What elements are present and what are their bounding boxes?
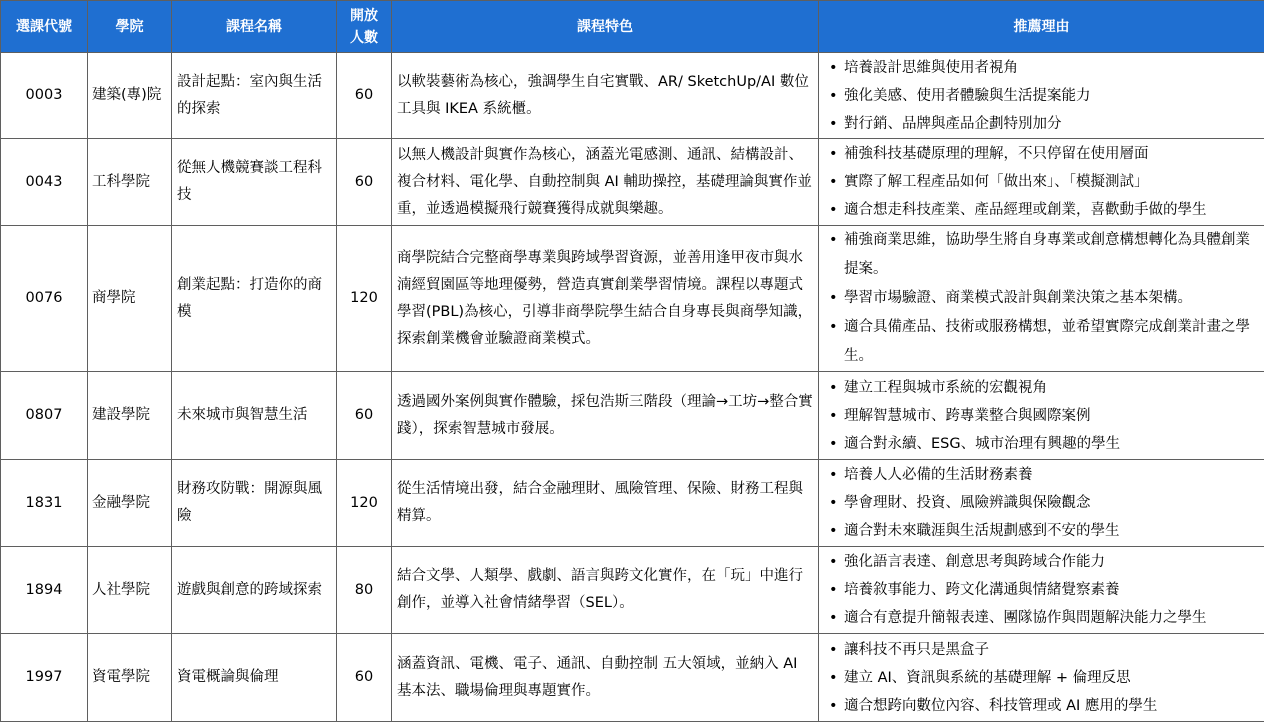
reason-list xyxy=(824,226,1259,371)
reason-text: 強化美感、使用者體驗與生活提案能力 xyxy=(844,87,1091,104)
reason-text: 適合想走科技產業、產品經理或創業，喜歡動手做的學生 xyxy=(844,202,1207,218)
reason-text: 適合具備產品、技術或服務構想，並希望實際完成創業計畫之學生。 xyxy=(844,319,1250,364)
reason-text: 建立工程與城市系統的宏觀視角 xyxy=(844,379,1047,396)
reason-text: 補強科技基礎原理的理解，不只停留在使用層面 xyxy=(844,146,1149,162)
reason-item xyxy=(824,461,1259,489)
bullet-icon: • xyxy=(829,697,838,714)
table-row xyxy=(1,53,1264,139)
reason-item xyxy=(824,517,1259,545)
capacity: 80 xyxy=(337,547,392,634)
header-college: 學院 xyxy=(88,1,172,53)
header-capacity-line2: 人數 xyxy=(350,29,378,46)
bullet-icon: • xyxy=(829,641,838,658)
course-code: 0076 xyxy=(1,226,88,372)
bullet-icon: • xyxy=(829,435,838,452)
reason-item xyxy=(824,226,1259,284)
reason-text: 適合有意提升簡報表達、團隊協作與問題解決能力之學生 xyxy=(844,610,1207,626)
reason-item xyxy=(824,430,1259,458)
reason-item xyxy=(824,604,1259,632)
bullet-icon: • xyxy=(829,59,838,76)
reason-text: 實際了解工程產品如何「做出來」、「模擬測試」 xyxy=(844,174,1149,190)
capacity: 60 xyxy=(337,634,392,722)
bullet-icon: • xyxy=(829,87,838,104)
bullet-icon: • xyxy=(829,115,838,132)
table-row xyxy=(1,139,1264,226)
reason-text: 適合對未來職涯與生活規劃感到不安的學生 xyxy=(844,523,1120,539)
reason-item xyxy=(824,168,1259,196)
reason-item xyxy=(824,692,1259,720)
course-name: 財務攻防戰：開源與風險 xyxy=(172,460,337,547)
course-code: 0003 xyxy=(1,53,88,139)
table-row xyxy=(1,547,1264,634)
college-name: 資電學院 xyxy=(88,634,172,722)
header-course-name: 課程名稱 xyxy=(172,1,337,53)
bullet-icon: • xyxy=(829,232,838,248)
bullet-icon: • xyxy=(829,554,838,570)
bullet-icon: • xyxy=(829,582,838,598)
bullet-icon: • xyxy=(829,146,838,162)
course-features: 從生活情境出發，結合金融理財、風險管理、保險、財務工程與精算。 xyxy=(392,460,819,547)
course-name: 未來城市與智慧生活 xyxy=(172,372,337,460)
reason-list xyxy=(824,54,1259,138)
course-features: 以軟裝藝術為核心，強調學生自宅實戰、AR/ SketchUp/AI 數位工具與 IKEA 系統櫃。 xyxy=(392,53,819,139)
bullet-icon: • xyxy=(829,610,838,626)
capacity: 120 xyxy=(337,226,392,372)
bullet-icon: • xyxy=(829,523,838,539)
header-reasons: 推薦理由 xyxy=(819,1,1264,53)
course-code: 1894 xyxy=(1,547,88,634)
reason-text: 學會理財、投資、風險辨識與保險觀念 xyxy=(844,495,1091,511)
reason-list xyxy=(824,374,1259,458)
recommend-reasons xyxy=(819,634,1264,722)
table-row xyxy=(1,634,1264,722)
bullet-icon: • xyxy=(829,174,838,190)
recommend-reasons xyxy=(819,53,1264,139)
reason-text: 培養設計思維與使用者視角 xyxy=(844,59,1018,76)
header-capacity-line1: 開放 xyxy=(350,7,378,24)
bullet-icon: • xyxy=(829,495,838,511)
table-row xyxy=(1,372,1264,460)
reason-item xyxy=(824,402,1259,430)
course-features: 透過國外案例與實作體驗，採包浩斯三階段（理論→工坊→整合實踐），探索智慧城市發展。 xyxy=(392,372,819,460)
course-name: 資電概論與倫理 xyxy=(172,634,337,722)
course-features: 結合文學、人類學、戲劇、語言與跨文化實作，在「玩」中進行創作，並導入社會情緒學習（SEL）。 xyxy=(392,547,819,634)
course-code: 1831 xyxy=(1,460,88,547)
header-capacity xyxy=(337,1,392,53)
recommend-reasons xyxy=(819,226,1264,372)
reason-item xyxy=(824,54,1259,82)
reason-text: 培養敘事能力、跨文化溝通與情緒覺察素養 xyxy=(844,582,1120,598)
reason-item xyxy=(824,196,1259,224)
reason-item xyxy=(824,636,1259,664)
header-code: 選課代號 xyxy=(1,1,88,53)
reason-text: 適合想跨向數位內容、科技管理或 AI 應用的學生 xyxy=(844,697,1158,714)
course-name: 遊戲與創意的跨域探索 xyxy=(172,547,337,634)
reason-list xyxy=(824,140,1259,224)
reason-item xyxy=(824,110,1259,138)
reason-text: 適合對永續、ESG、城市治理有興趣的學生 xyxy=(844,435,1121,452)
reason-item xyxy=(824,576,1259,604)
college-name: 建設學院 xyxy=(88,372,172,460)
course-features: 商學院結合完整商學專業與跨域學習資源，並善用逢甲夜市與水湳經貿園區等地理優勢，營造真實創業學習情境。課程以專題式學習(PBL)為核心，引導非商學院學生結合自身專長與商學知識，探索創業機會並驗證商業模式。 xyxy=(392,226,819,372)
reason-text: 讓科技不再只是黑盒子 xyxy=(844,641,989,658)
course-features: 以無人機設計與實作為核心，涵蓋光電感測、通訊、結構設計、複合材料、電化學、自動控制與 AI 輔助操控，基礎理論與實作並重，並透過模擬飛行競賽獲得成就與樂趣。 xyxy=(392,139,819,226)
reason-text: 建立 AI、資訊與系統的基礎理解 + 倫理反思 xyxy=(844,669,1131,686)
reason-item xyxy=(824,374,1259,402)
recommend-reasons xyxy=(819,460,1264,547)
course-code: 1997 xyxy=(1,634,88,722)
college-name: 商學院 xyxy=(88,226,172,372)
reason-text: 培養人人必備的生活財務素養 xyxy=(844,467,1033,483)
reason-text: 補強商業思維，協助學生將自身專業或創意構想轉化為具體創業提案。 xyxy=(844,232,1250,277)
course-name: 從無人機競賽談工程科技 xyxy=(172,139,337,226)
capacity: 60 xyxy=(337,53,392,139)
reason-text: 對行銷、品牌與產品企劃特別加分 xyxy=(844,115,1062,132)
recommend-reasons xyxy=(819,139,1264,226)
reason-list xyxy=(824,548,1259,632)
college-name: 人社學院 xyxy=(88,547,172,634)
reason-item xyxy=(824,284,1259,313)
reason-item xyxy=(824,140,1259,168)
capacity: 60 xyxy=(337,372,392,460)
course-code: 0043 xyxy=(1,139,88,226)
reason-item xyxy=(824,313,1259,371)
header-row xyxy=(1,1,1264,53)
bullet-icon: • xyxy=(829,669,838,686)
reason-list xyxy=(824,636,1259,720)
bullet-icon: • xyxy=(829,379,838,396)
bullet-icon: • xyxy=(829,290,838,306)
capacity: 60 xyxy=(337,139,392,226)
capacity: 120 xyxy=(337,460,392,547)
course-name: 創業起點：打造你的商模 xyxy=(172,226,337,372)
college-name: 金融學院 xyxy=(88,460,172,547)
course-name: 設計起點：室內與生活的探索 xyxy=(172,53,337,139)
bullet-icon: • xyxy=(829,202,838,218)
reason-item xyxy=(824,664,1259,692)
bullet-icon: • xyxy=(829,407,838,424)
recommend-reasons xyxy=(819,372,1264,460)
college-name: 工科學院 xyxy=(88,139,172,226)
header-features: 課程特色 xyxy=(392,1,819,53)
college-name: 建築(專)院 xyxy=(88,53,172,139)
reason-item xyxy=(824,82,1259,110)
course-code: 0807 xyxy=(1,372,88,460)
table-row xyxy=(1,226,1264,372)
bullet-icon: • xyxy=(829,319,838,335)
reason-text: 理解智慧城市、跨專業整合與國際案例 xyxy=(844,407,1091,424)
reason-item xyxy=(824,548,1259,576)
reason-text: 強化語言表達、創意思考與跨域合作能力 xyxy=(844,554,1105,570)
reason-item xyxy=(824,489,1259,517)
reason-text: 學習市場驗證、商業模式設計與創業決策之基本架構。 xyxy=(844,290,1192,306)
reason-list xyxy=(824,461,1259,545)
recommend-reasons xyxy=(819,547,1264,634)
course-features: 涵蓋資訊、電機、電子、通訊、自動控制 五大領域，並納入 AI 基本法、職場倫理與專題實作。 xyxy=(392,634,819,722)
bullet-icon: • xyxy=(829,467,838,483)
table-row xyxy=(1,460,1264,547)
